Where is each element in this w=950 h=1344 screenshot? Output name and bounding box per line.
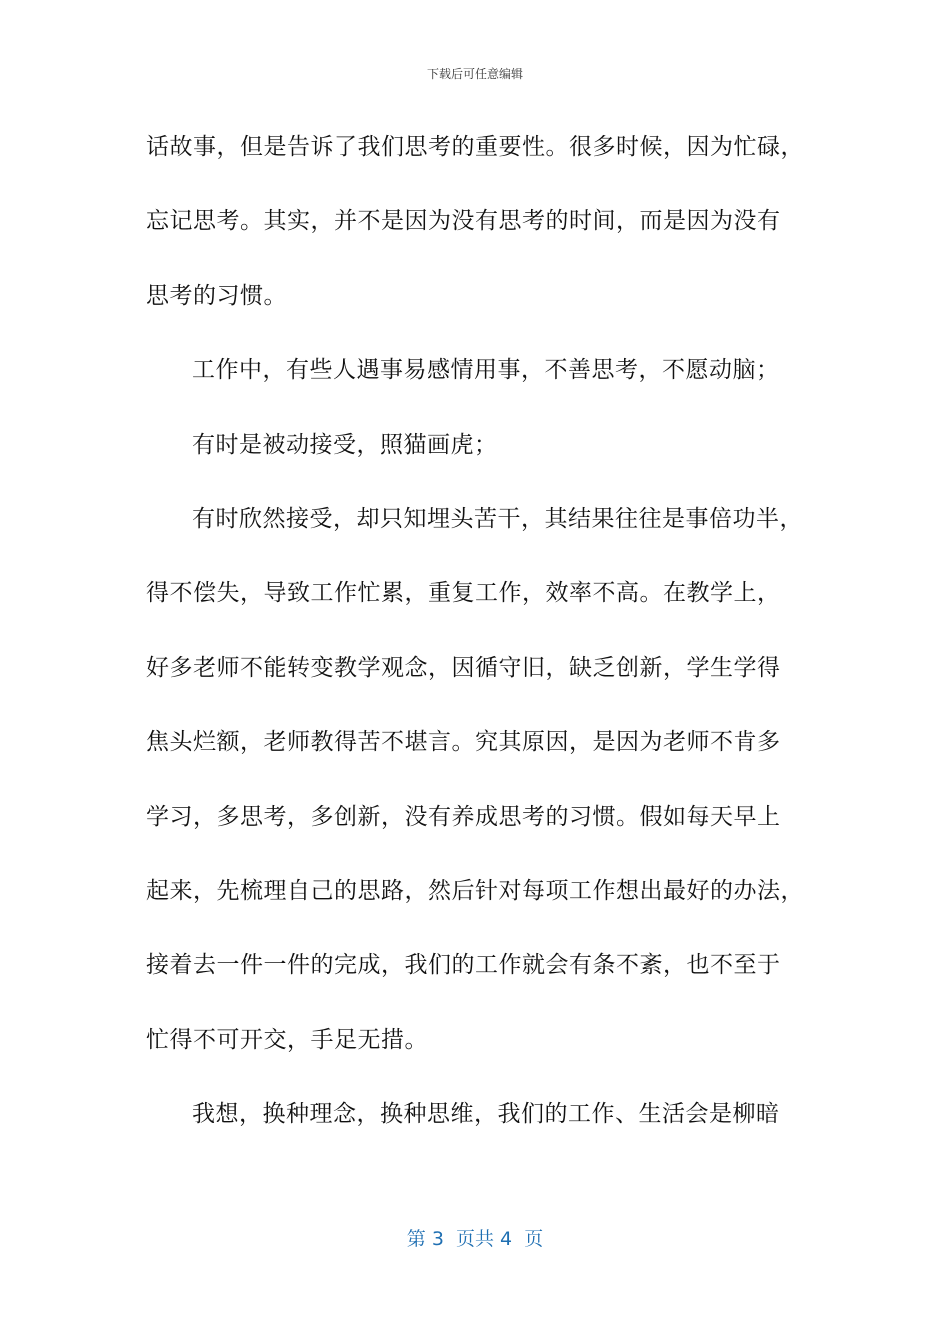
text-line: 思考的习惯。 [146,282,287,309]
text-line: 接着去一件一件的完成，我们的工作就会有条不紊，也不至于 [146,952,781,979]
text-line: 话故事，但是告诉了我们思考的重要性。很多时候，因为忙碌， [146,134,804,160]
text-line: 我想，换种理念，换种思维，我们的工作、生活会是柳暗 [192,1101,780,1128]
text-line: 焦头烂额，老师教得苦不堪言。究其原因，是因为老师不肯多 [146,729,781,756]
text-line: 得不偿失，导致工作忙累，重复工作，效率不高。在教学上， [146,580,781,607]
text-line: 起来，先梳理自己的思路，然后针对每项工作想出最好的办法， [146,877,804,904]
text-line: 有时是被动接受，照猫画虎； [192,431,498,458]
page-footer: 第 3 页共 4 页 [406,1228,544,1250]
text-line: 忙得不可开交，手足无措。 [146,1026,428,1053]
page-header: 下载后可任意编辑 [426,67,523,81]
text-line: 忘记思考。其实，并不是因为没有思考的时间，而是因为没有 [146,208,781,235]
text-line: 好多老师不能转变教学观念，因循守旧，缺乏创新，学生学得 [146,654,781,681]
document-body [146,123,811,1164]
text-line: 工作中，有些人遇事易感情用事，不善思考，不愿动脑； [192,357,780,384]
text-line: 学习，多思考，多创新，没有养成思考的习惯。假如每天早上 [146,803,781,830]
text-line: 有时欣然接受，却只知埋头苦干，其结果往往是事倍功半， [192,505,803,532]
